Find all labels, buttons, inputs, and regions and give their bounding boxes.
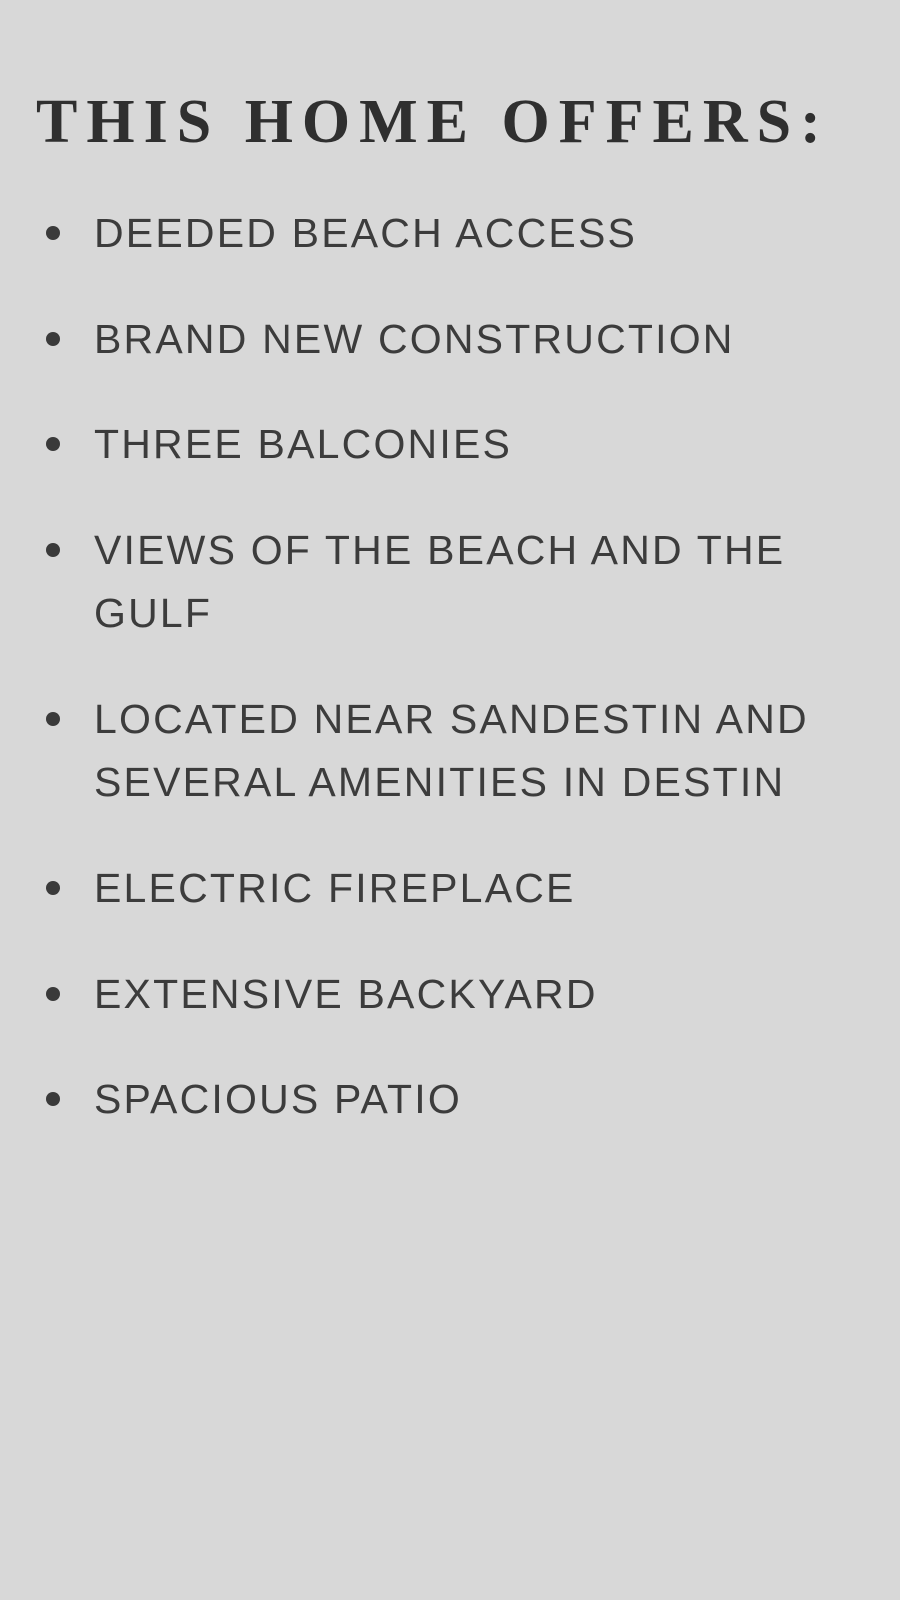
list-item — [36, 519, 856, 646]
list-item — [36, 308, 856, 372]
bullet-icon — [46, 226, 60, 240]
list-item — [36, 413, 856, 477]
page-title: THIS HOME OFFERS: — [36, 88, 830, 156]
feature-label: DEEDED BEACH ACCESS — [94, 210, 638, 257]
list-item — [36, 202, 856, 266]
bullet-icon — [46, 712, 60, 726]
list-item — [36, 963, 856, 1027]
feature-label: THREE BALCONIES — [94, 421, 513, 468]
feature-label: VIEWS OF THE BEACH AND THE GULF — [94, 526, 786, 637]
feature-label: BRAND NEW CONSTRUCTION — [94, 315, 735, 362]
bullet-icon — [46, 987, 60, 1001]
list-item — [36, 688, 856, 815]
bullet-icon — [46, 881, 60, 895]
feature-label: SPACIOUS PATIO — [94, 1076, 462, 1123]
feature-label: LOCATED NEAR SANDESTIN AND SEVERAL AMENITIES IN DESTIN — [94, 695, 809, 806]
bullet-icon — [46, 332, 60, 346]
bullet-icon — [46, 543, 60, 557]
bullet-icon — [46, 1092, 60, 1106]
list-item — [36, 1068, 856, 1132]
bullet-icon — [46, 437, 60, 451]
feature-list — [36, 202, 856, 1131]
feature-label: EXTENSIVE BACKYARD — [94, 970, 598, 1017]
list-item — [36, 857, 856, 921]
feature-label: ELECTRIC FIREPLACE — [94, 865, 576, 912]
